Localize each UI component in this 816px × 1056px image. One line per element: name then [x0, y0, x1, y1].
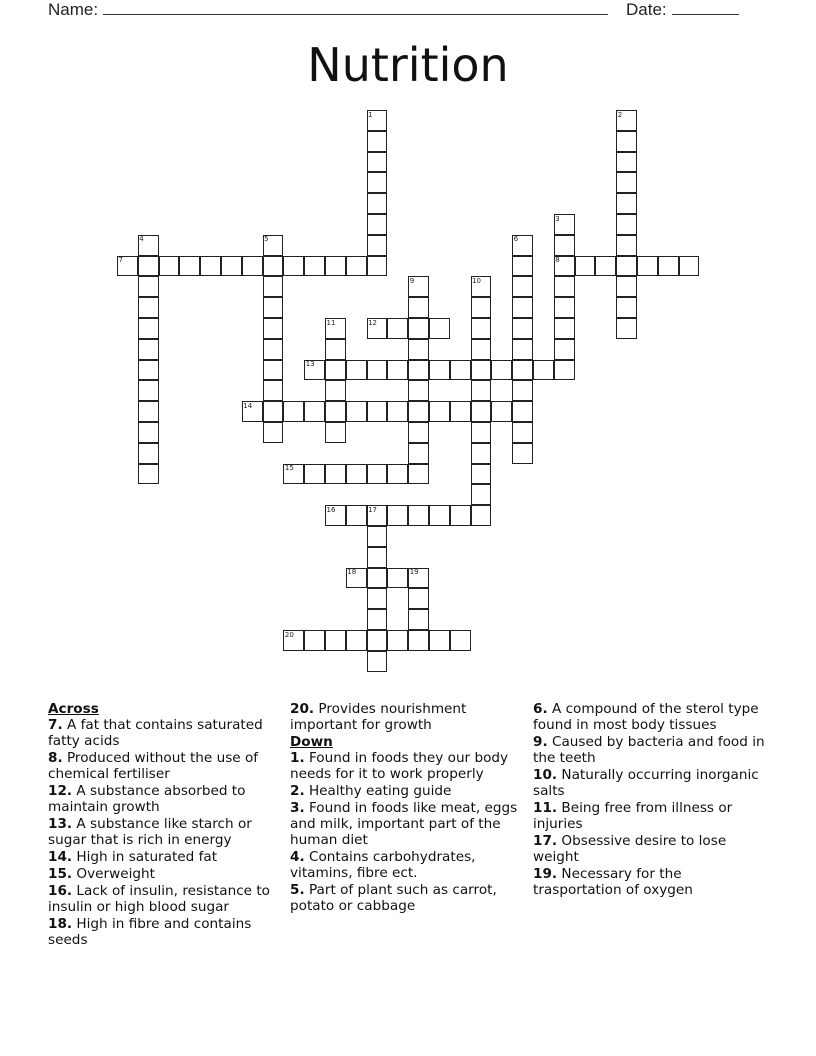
crossword-cell[interactable]	[408, 339, 429, 360]
crossword-cell[interactable]	[471, 401, 492, 422]
crossword-cell[interactable]	[616, 318, 637, 339]
clue-text: A fat that contains saturated fatty acids	[48, 717, 263, 749]
clue-across-16	[48, 883, 280, 915]
crossword-cell[interactable]	[471, 318, 492, 339]
crossword-cell[interactable]	[408, 297, 429, 318]
crossword-cell[interactable]	[512, 256, 533, 277]
clue-text: A substance like starch or sugar that is rich in energy	[48, 816, 252, 848]
clue-number-label: 12	[368, 318, 378, 327]
crossword-cell[interactable]	[491, 401, 512, 422]
crossword-cell[interactable]	[304, 630, 325, 651]
clue-number-label: 11	[326, 318, 336, 327]
crossword-cell[interactable]	[429, 318, 450, 339]
crossword-cell[interactable]	[367, 235, 388, 256]
crossword-cell[interactable]	[304, 464, 325, 485]
clue-number: 7.	[48, 717, 63, 733]
crossword-cell[interactable]	[429, 505, 450, 526]
clue-down-9	[533, 734, 765, 766]
crossword-cell[interactable]	[387, 401, 408, 422]
crossword-cell[interactable]	[263, 360, 284, 381]
clue-down-3	[290, 800, 522, 848]
crossword-cell[interactable]	[159, 256, 180, 277]
crossword-cell[interactable]	[138, 297, 159, 318]
clue-text: Necessary for the trasportation of oxygen	[533, 866, 693, 898]
crossword-cell[interactable]	[471, 339, 492, 360]
clue-text: Healthy eating guide	[308, 783, 452, 799]
crossword-cell[interactable]	[408, 588, 429, 609]
crossword-cell[interactable]	[263, 297, 284, 318]
crossword-cell[interactable]	[346, 256, 367, 277]
crossword-cell[interactable]	[450, 505, 471, 526]
crossword-cell[interactable]	[512, 422, 533, 443]
crossword-cell[interactable]	[408, 318, 429, 339]
name-label: Name:	[48, 0, 99, 19]
crossword-cell[interactable]	[616, 193, 637, 214]
crossword-cell[interactable]	[471, 464, 492, 485]
crossword-cell[interactable]	[346, 630, 367, 651]
crossword-cell[interactable]	[616, 235, 637, 256]
clue-number: 15.	[48, 866, 73, 882]
crossword-cell[interactable]	[138, 360, 159, 381]
clue-number: 20.	[290, 701, 315, 717]
crossword-cell[interactable]	[450, 401, 471, 422]
clue-number-label: 17	[368, 505, 378, 514]
clue-across-8	[48, 750, 280, 782]
clue-number: 16.	[48, 883, 73, 899]
clue-down-5	[290, 882, 522, 914]
crossword-cell[interactable]	[512, 443, 533, 464]
crossword-cell[interactable]	[616, 172, 637, 193]
clues-column-1	[48, 701, 280, 949]
crossword-cell[interactable]	[387, 568, 408, 589]
date-label: Date:	[626, 0, 667, 19]
clue-number: 10.	[533, 767, 558, 783]
crossword-cell[interactable]	[138, 339, 159, 360]
crossword-cell[interactable]	[554, 318, 575, 339]
crossword-cell[interactable]	[408, 443, 429, 464]
crossword-cell[interactable]	[367, 568, 388, 589]
crossword-cell[interactable]	[138, 276, 159, 297]
clue-down-1	[290, 750, 522, 782]
clue-text: Naturally occurring inorganic salts	[533, 767, 759, 799]
crossword-cell[interactable]	[138, 318, 159, 339]
clue-number-label: 7	[118, 256, 123, 265]
clue-text: High in saturated fat	[76, 849, 218, 865]
clue-number: 8.	[48, 750, 63, 766]
crossword-cell[interactable]	[533, 360, 554, 381]
clues-column-3	[533, 701, 765, 899]
crossword-cell[interactable]	[512, 318, 533, 339]
crossword-cell[interactable]	[138, 443, 159, 464]
crossword-cell[interactable]	[367, 131, 388, 152]
clue-across-20	[290, 701, 522, 733]
crossword-cell[interactable]	[512, 380, 533, 401]
crossword-cell[interactable]	[263, 256, 284, 277]
clue-across-12	[48, 783, 280, 815]
clue-across-14	[48, 849, 280, 865]
crossword-cell[interactable]	[471, 443, 492, 464]
crossword-cell[interactable]	[408, 630, 429, 651]
clue-text: Part of plant such as carrot, potato or cabbage	[290, 882, 497, 914]
crossword-cell[interactable]	[387, 505, 408, 526]
clue-number: 9.	[533, 734, 548, 750]
crossword-cell[interactable]	[325, 256, 346, 277]
crossword-cell[interactable]	[242, 256, 263, 277]
crossword-cell[interactable]	[471, 360, 492, 381]
crossword-cell[interactable]	[367, 152, 388, 173]
clue-number: 19.	[533, 866, 558, 882]
crossword-cell[interactable]	[616, 131, 637, 152]
clue-number-label: 16	[326, 505, 336, 514]
crossword-cell[interactable]	[263, 339, 284, 360]
clue-number-label: 8	[555, 256, 560, 265]
crossword-cell[interactable]	[408, 380, 429, 401]
clue-text: Produced without the use of chemical fertiliser	[48, 750, 259, 782]
clue-number: 6.	[533, 701, 548, 717]
crossword-cell[interactable]	[367, 588, 388, 609]
clue-number: 14.	[48, 849, 73, 865]
crossword-cell[interactable]	[367, 193, 388, 214]
crossword-cell[interactable]	[179, 256, 200, 277]
crossword-cell[interactable]	[325, 630, 346, 651]
clue-text: Caused by bacteria and food in the teeth	[533, 734, 765, 766]
clue-number-label: 18	[347, 568, 357, 577]
crossword-cell[interactable]	[429, 360, 450, 381]
clue-text: Obsessive desire to lose weight	[533, 833, 727, 865]
crossword-cell[interactable]	[346, 505, 367, 526]
crossword-cell[interactable]	[367, 651, 388, 672]
down-heading: Down	[290, 734, 333, 750]
clue-down-2	[290, 783, 522, 799]
crossword-cell[interactable]	[616, 152, 637, 173]
clue-number: 3.	[290, 800, 305, 816]
crossword-cell[interactable]	[387, 630, 408, 651]
crossword-cell[interactable]	[263, 318, 284, 339]
crossword-cell[interactable]	[263, 401, 284, 422]
crossword-cell[interactable]	[325, 360, 346, 381]
clue-number: 1.	[290, 750, 305, 766]
crossword-cell[interactable]	[367, 547, 388, 568]
clue-down-4	[290, 849, 522, 881]
clue-text: High in fibre and contains seeds	[48, 916, 252, 948]
crossword-cell[interactable]	[491, 360, 512, 381]
crossword-cell[interactable]	[367, 172, 388, 193]
clue-number: 13.	[48, 816, 73, 832]
crossword-cell[interactable]	[387, 318, 408, 339]
clue-down-11	[533, 800, 765, 832]
clues-column-2	[290, 701, 522, 915]
crossword-cell[interactable]	[387, 464, 408, 485]
clue-number: 12.	[48, 783, 73, 799]
crossword-cell[interactable]	[408, 401, 429, 422]
clue-number-label: 3	[555, 214, 560, 223]
crossword-cell[interactable]	[283, 401, 304, 422]
crossword-cell[interactable]	[616, 214, 637, 235]
crossword-cell[interactable]	[450, 630, 471, 651]
crossword-cell[interactable]	[283, 256, 304, 277]
clue-across-15	[48, 866, 280, 882]
clue-number-label: 13	[305, 360, 315, 369]
crossword-cell[interactable]	[304, 401, 325, 422]
crossword-cell[interactable]	[138, 256, 159, 277]
crossword-cell[interactable]	[512, 401, 533, 422]
crossword-cell[interactable]	[138, 380, 159, 401]
crossword-cell[interactable]	[325, 380, 346, 401]
crossword-cell[interactable]	[616, 256, 637, 277]
clue-text: Lack of insulin, resistance to insulin or high blood sugar	[48, 883, 270, 915]
crossword-cell[interactable]	[367, 360, 388, 381]
crossword-cell[interactable]	[138, 464, 159, 485]
across-heading: Across	[48, 701, 99, 717]
crossword-cell[interactable]	[637, 256, 658, 277]
clue-number-label: 6	[513, 235, 519, 244]
crossword-cell[interactable]	[346, 360, 367, 381]
crossword-cell[interactable]	[471, 484, 492, 505]
crossword-cell[interactable]	[595, 256, 616, 277]
clue-down-10	[533, 767, 765, 799]
crossword-cell[interactable]	[408, 609, 429, 630]
clue-number-label: 9	[409, 276, 415, 285]
clue-number-label: 10	[472, 276, 482, 285]
clue-across-7	[48, 717, 280, 749]
crossword-cell[interactable]	[512, 276, 533, 297]
clue-number: 17.	[533, 833, 558, 849]
crossword-cell[interactable]	[408, 464, 429, 485]
clue-text: Being free from illness or injuries	[533, 800, 733, 832]
crossword-cell[interactable]	[325, 464, 346, 485]
clue-text: A compound of the sterol type found in most body tissues	[533, 701, 759, 733]
crossword-cell[interactable]	[325, 401, 346, 422]
crossword-cell[interactable]	[616, 276, 637, 297]
crossword-cell[interactable]	[263, 422, 284, 443]
clue-number-label: 20	[284, 630, 294, 639]
clue-text: Overweight	[76, 866, 155, 882]
crossword-cell[interactable]	[554, 339, 575, 360]
crossword-cell[interactable]	[471, 422, 492, 443]
crossword-cell[interactable]	[616, 297, 637, 318]
crossword-cell[interactable]	[367, 214, 388, 235]
page-title: Nutrition	[307, 38, 509, 92]
crossword-cell[interactable]	[325, 422, 346, 443]
clue-down-17	[533, 833, 765, 865]
crossword-cell[interactable]	[200, 256, 221, 277]
crossword-cell[interactable]	[471, 505, 492, 526]
crossword-cell[interactable]	[554, 297, 575, 318]
crossword-cell[interactable]	[263, 276, 284, 297]
clue-text: Found in foods they our body needs for it to work properly	[290, 750, 509, 782]
crossword-cell[interactable]	[325, 339, 346, 360]
clue-number-label: 5	[264, 235, 269, 244]
crossword-cell[interactable]	[679, 256, 700, 277]
crossword-cell[interactable]	[554, 235, 575, 256]
crossword-cell[interactable]	[367, 609, 388, 630]
clue-text: Contains carbohydrates, vitamins, fibre ect.	[290, 849, 476, 881]
crossword-cell[interactable]	[263, 380, 284, 401]
clue-number: 5.	[290, 882, 305, 898]
crossword-cell[interactable]	[367, 464, 388, 485]
crossword-cell[interactable]	[658, 256, 679, 277]
crossword-cell[interactable]	[221, 256, 242, 277]
crossword-cell[interactable]	[512, 339, 533, 360]
crossword-cell[interactable]	[408, 422, 429, 443]
crossword-cell[interactable]	[304, 256, 325, 277]
crossword-cell[interactable]	[429, 630, 450, 651]
clue-across-18	[48, 916, 280, 948]
crossword-cell[interactable]	[429, 401, 450, 422]
crossword-cell[interactable]	[346, 401, 367, 422]
crossword-cell[interactable]	[138, 422, 159, 443]
clue-number-label: 4	[139, 235, 144, 244]
crossword-cell[interactable]	[367, 630, 388, 651]
clue-text: Provides nourishment important for growth	[290, 701, 467, 733]
crossword-cell[interactable]	[512, 297, 533, 318]
crossword-cell[interactable]	[367, 526, 388, 547]
crossword-cell[interactable]	[408, 505, 429, 526]
clue-number-label: 14	[243, 401, 253, 410]
clue-number-label: 1	[368, 110, 373, 119]
clue-text: A substance absorbed to maintain growth	[48, 783, 246, 815]
clue-across-13	[48, 816, 280, 848]
clue-number-label: 2	[617, 110, 623, 119]
clue-number-label: 15	[284, 464, 294, 473]
crossword-cell[interactable]	[367, 256, 388, 277]
crossword-cell[interactable]	[554, 360, 575, 381]
clue-text: Found in foods like meat, eggs and milk, important part of the human diet	[290, 800, 518, 848]
crossword-cell[interactable]	[471, 380, 492, 401]
crossword-cell[interactable]	[346, 464, 367, 485]
crossword-cell[interactable]	[575, 256, 596, 277]
clue-down-6	[533, 701, 765, 733]
clue-number: 4.	[290, 849, 305, 865]
clue-number: 2.	[290, 783, 305, 799]
crossword-cell[interactable]	[367, 401, 388, 422]
clue-down-19	[533, 866, 765, 898]
crossword-cell[interactable]	[450, 360, 471, 381]
crossword-cell[interactable]	[387, 360, 408, 381]
crossword-cell[interactable]	[554, 276, 575, 297]
clue-number: 11.	[533, 800, 558, 816]
crossword-cell[interactable]	[138, 401, 159, 422]
clue-number: 18.	[48, 916, 73, 932]
crossword-cell[interactable]	[512, 360, 533, 381]
clue-number-label: 19	[409, 568, 419, 577]
crossword-cell[interactable]	[471, 297, 492, 318]
crossword-cell[interactable]	[408, 360, 429, 381]
